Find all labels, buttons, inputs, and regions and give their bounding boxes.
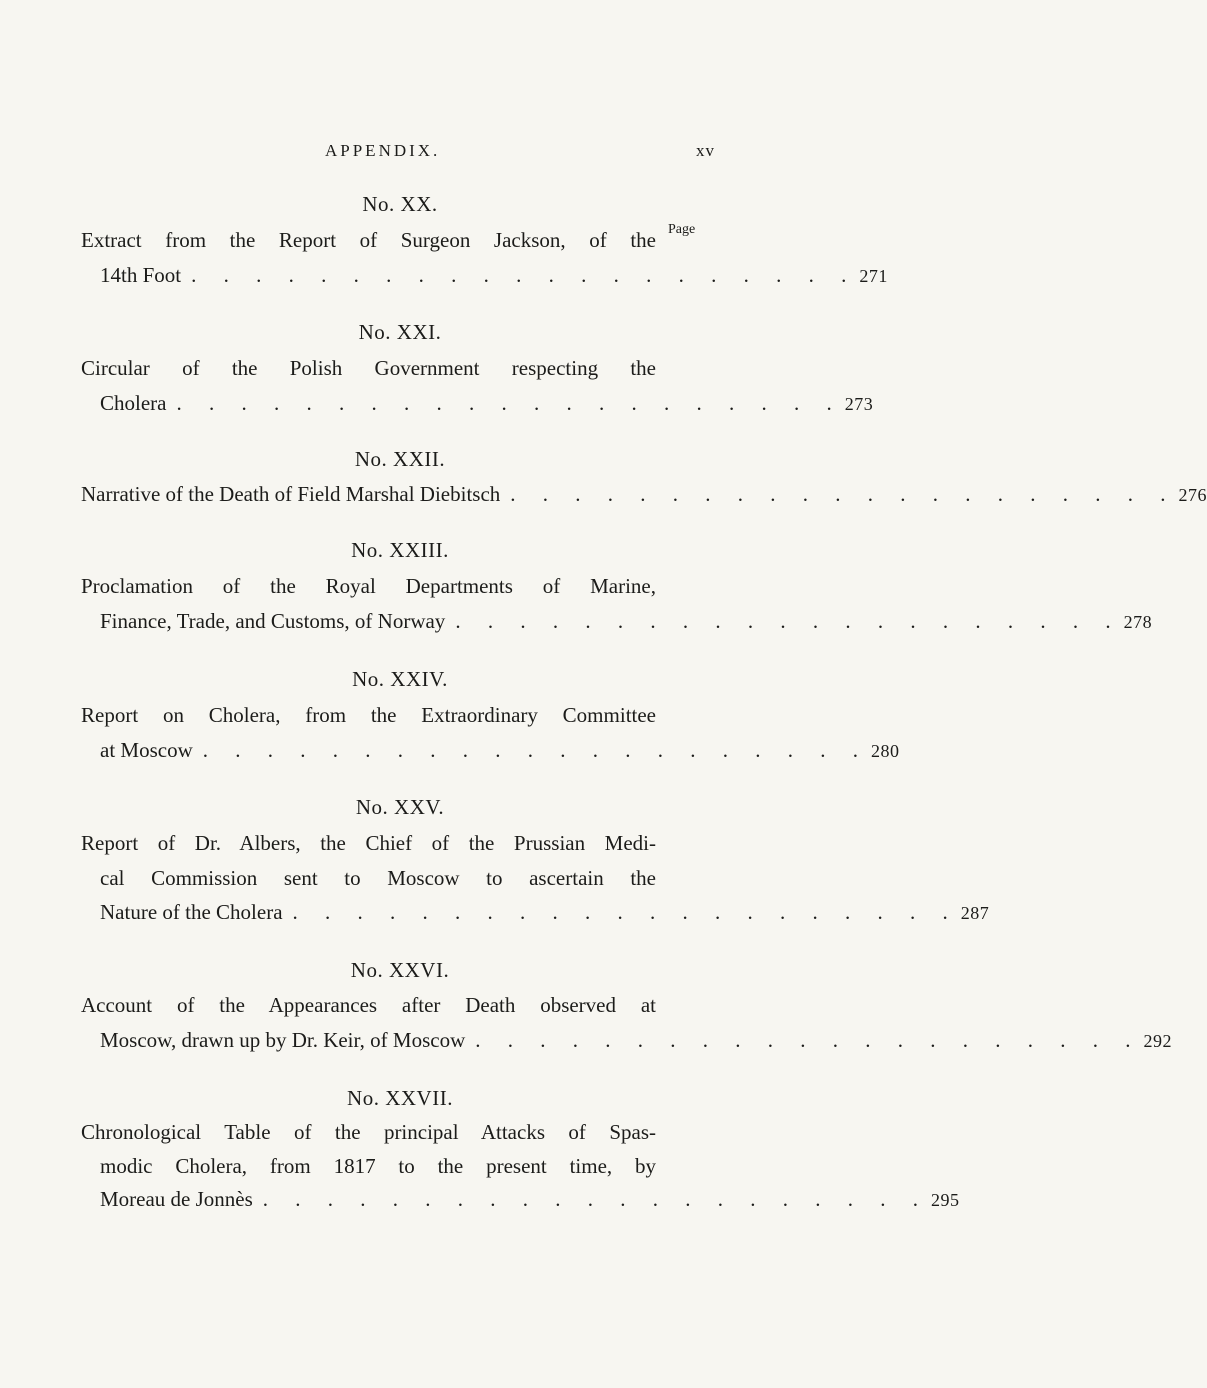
leader-dots: . . . . . . . . . . . . . . . . . . . . . <box>176 391 843 415</box>
running-head <box>0 138 800 164</box>
entry-text-line: Narrative of the Death of Field Marshal Diebitsch <box>81 482 501 506</box>
page-folio: xv <box>696 141 715 160</box>
entry-page-number: 280 <box>871 741 900 761</box>
entry-text-line: Finance, Trade, and Customs, of Norway <box>100 609 446 633</box>
entry-number: No. XXV. <box>355 795 445 819</box>
entry-number: No. XX. <box>362 192 438 216</box>
leader-dots: . . . . . . . . . . . . . . . . . . . . . <box>510 482 1177 506</box>
entry-number: No. XXI. <box>358 320 442 344</box>
leader-dots: . . . . . . . . . . . . . . . . . . . . . <box>455 609 1122 633</box>
entry-text-line: Cholera <box>100 391 167 415</box>
entry-text-line: 14th Foot <box>100 263 182 287</box>
entry-text-line: Account of the Appearances after Death observed at <box>81 993 656 1017</box>
entry-page-number: 295 <box>931 1190 960 1210</box>
page-column-label: Page <box>668 222 696 237</box>
leader-dots: . . . . . . . . . . . . . . . . . . . . . <box>191 263 858 287</box>
leader-dots: . . . . . . . . . . . . . . . . . . . . . <box>262 1187 930 1211</box>
entry-last-line <box>100 1026 1172 1055</box>
entry-last-line <box>100 261 888 290</box>
entry-text-line: Circular of the Polish Government respecting the <box>81 356 656 380</box>
entry-text-line: Extract from the Report of Surgeon Jackson, of the <box>81 228 656 252</box>
entry-text-line: Nature of the Cholera <box>100 900 283 924</box>
entry-number: No. XXVII. <box>347 1086 453 1110</box>
entry-last-line <box>100 1185 960 1214</box>
entry-number: No. XXIII. <box>351 538 449 562</box>
entry-text-line: Report of Dr. Albers, the Chief of the Prussian Medi- <box>81 831 656 855</box>
leader-dots: . . . . . . . . . . . . . . . . . . . . . <box>292 900 959 924</box>
entry-page-number: 271 <box>859 266 888 286</box>
entry-last-line <box>100 607 1153 636</box>
entry-text-line: at Moscow <box>100 738 193 762</box>
entry-last-line <box>100 389 874 418</box>
entry-text-line: Proclamation of the Royal Departments of Marine, <box>81 574 656 598</box>
entry-number: No. XXIV. <box>352 667 448 691</box>
entry-number: No. XXII. <box>354 447 446 471</box>
entry-last-line <box>81 480 1207 509</box>
entry-page-number: 276 <box>1178 485 1207 505</box>
entry-text-line: Report on Cholera, from the Extraordinary Committee <box>81 703 656 727</box>
entry-text-line: Moscow, drawn up by Dr. Keir, of Moscow <box>100 1028 466 1052</box>
entry-text-line: Chronological Table of the principal Attacks of Spas- <box>81 1120 656 1144</box>
entry-page-number: 287 <box>960 903 990 923</box>
entry-last-line <box>100 898 990 927</box>
entry-page-number: 292 <box>1143 1031 1172 1051</box>
entry-page-number: 273 <box>844 394 874 414</box>
entry-text-line: modic Cholera, from 1817 to the present time, by <box>100 1154 656 1178</box>
entry-text-line: cal Commission sent to Moscow to ascertain the <box>100 866 656 890</box>
running-title: APPENDIX. <box>325 141 441 160</box>
leader-dots: . . . . . . . . . . . . . . . . . . . . . <box>475 1028 1142 1052</box>
entry-last-line <box>100 736 900 765</box>
entry-page-number: 278 <box>1123 612 1153 632</box>
entry-text-line: Moreau de Jonnès <box>100 1187 253 1211</box>
leader-dots: . . . . . . . . . . . . . . . . . . . . . <box>202 738 869 762</box>
entry-number: No. XXVI. <box>350 958 450 982</box>
